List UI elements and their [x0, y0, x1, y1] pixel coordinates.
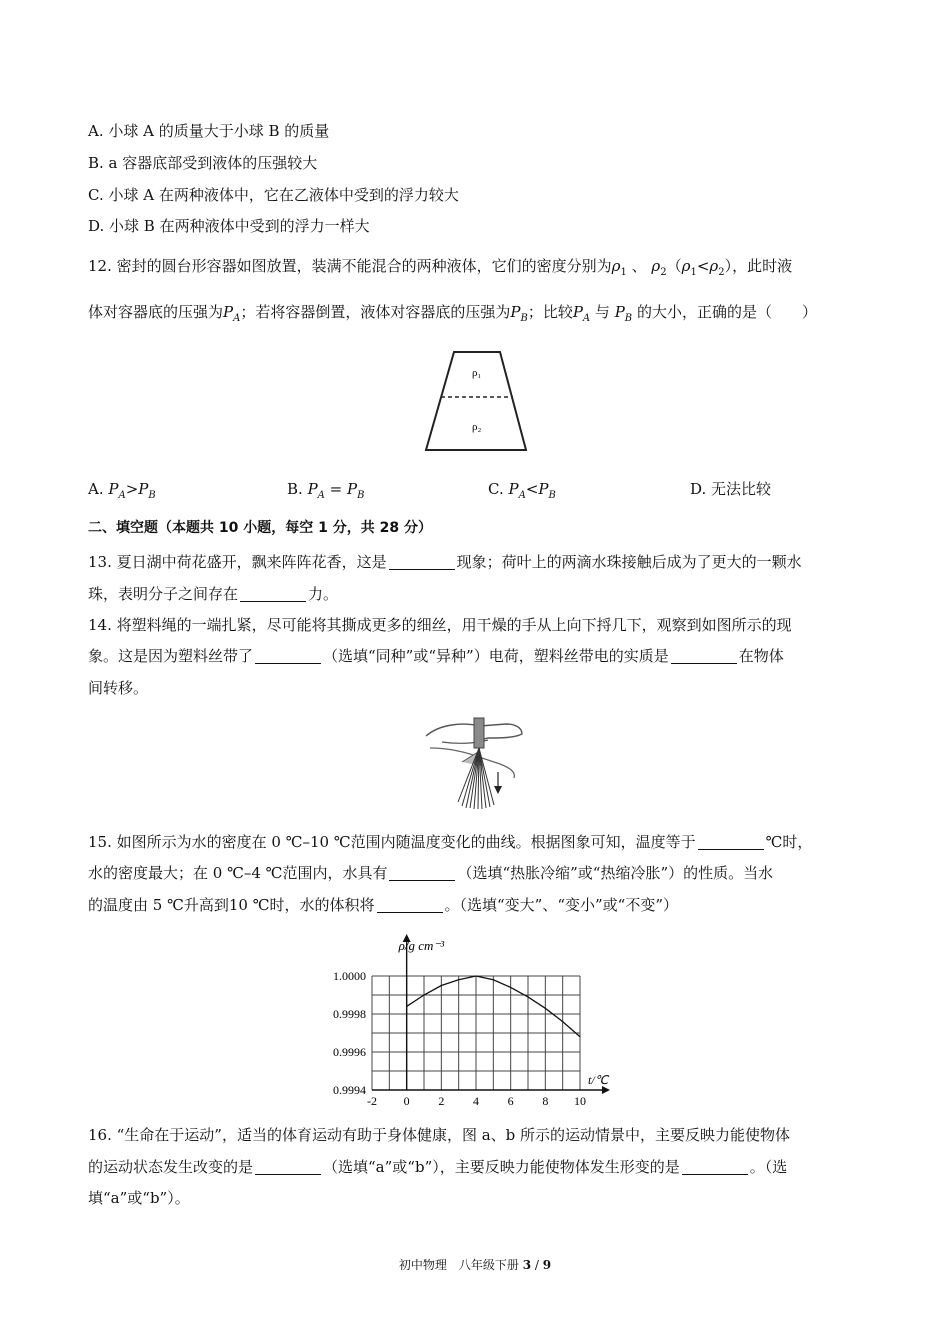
- footer-page-number: 3: [522, 1258, 532, 1272]
- q12-container-figure: [420, 348, 532, 454]
- x-axis-label: t/℃: [588, 1073, 609, 1087]
- rho1-label: ρ₁: [472, 367, 482, 379]
- footer-label: 初中物理 八年级下册: [398, 1258, 519, 1272]
- q14-blank-1[interactable]: [255, 647, 321, 664]
- y-tick-label: 0.9996: [333, 1045, 366, 1059]
- q12-line1: 12. 密封的圆台形容器如图放置，装满不能混合的两种液体，它们的密度分别为$\rho_1$ 、 $\rho_2(\rho_1<\rho_2)$，此时液: [88, 257, 793, 278]
- q16-line3: 填“a”或“b”）。: [88, 1189, 190, 1207]
- water-density-chart: [320, 928, 630, 1108]
- q15-line2: 水的密度最大；在 0 ℃–4 ℃范围内，水具有 （选填“热胀冷缩”或“热缩冷胀”）的性质。当水: [88, 864, 774, 882]
- x-tick-label: 8: [542, 1094, 549, 1108]
- x-tick-label: 0: [403, 1094, 410, 1108]
- rho2-label: ρ₂: [472, 421, 482, 433]
- q13-line2: 珠，表明分子之间存在 力。: [88, 585, 339, 603]
- q15-blank-1[interactable]: [698, 833, 764, 850]
- q13-blank-2[interactable]: [240, 585, 306, 602]
- x-tick-label: 6: [507, 1094, 514, 1108]
- y-axis-label: ρ/g cm⁻³: [398, 938, 445, 953]
- q12-line2: 体对容器底的压强为$P_A$；若将容器倒置，液体对容器底的压强为$P_B$；比较$P_A$ 与 $P_B$ 的大小，正确的是（ ）: [88, 303, 817, 324]
- q11-option-b: B. a 容器底部受到液体的压强较大: [88, 154, 318, 172]
- x-tick-label: 10: [574, 1094, 586, 1108]
- q12-option-a: A. $P_A>P_B$: [88, 480, 156, 501]
- q14-line1: 14. 将塑料绳的一端扎紧，尽可能将其撕成更多的细丝，用干燥的手从上向下捋几下，观察到如图所示的现: [88, 616, 792, 634]
- x-tick-label: 4: [473, 1094, 479, 1108]
- q11-option-a: A. 小球 A 的质量大于小球 B 的质量: [88, 122, 330, 140]
- q14-blank-2[interactable]: [671, 647, 737, 664]
- x-tick-label: 2: [438, 1094, 445, 1108]
- page-footer: 初中物理 八年级下册 3 / 9: [398, 1258, 552, 1272]
- q12-option-c: C. $P_A<P_B$: [488, 480, 556, 501]
- q13-line1: 13. 夏日湖中荷花盛开，飘来阵阵花香，这是 现象；荷叶上的两滴水珠接触后成为了更大的一颗水: [88, 553, 802, 571]
- q16-blank-1[interactable]: [255, 1158, 321, 1175]
- q13-blank-1[interactable]: [389, 553, 455, 570]
- q14-plastic-string-figure: [422, 714, 528, 810]
- q11-option-c: C. 小球 A 在两种液体中，它在乙液体中受到的浮力较大: [88, 186, 459, 204]
- q15-blank-2[interactable]: [389, 864, 455, 881]
- q12-option-d: D. 无法比较: [690, 480, 772, 498]
- q11-option-d: D. 小球 B 在两种液体中受到的浮力一样大: [88, 217, 370, 235]
- q15-line3: 的温度由 5 ℃升高到10 ℃时，水的体积将 。（选填“变大”、“变小”或“不变”）: [88, 896, 679, 914]
- q12-option-b: B. $P_A = P_B$: [287, 480, 365, 501]
- q16-blank-2[interactable]: [682, 1158, 748, 1175]
- y-tick-label: 0.9998: [333, 1007, 366, 1021]
- q16-line2: 的运动状态发生改变的是 （选填“a”或“b”），主要反映力能使物体发生形变的是 。（选: [88, 1158, 788, 1176]
- y-tick-label: 0.9994: [333, 1083, 366, 1097]
- q14-line2: 象。这是因为塑料丝带了 （选填“同种”或“异种”）电荷，塑料丝带电的实质是 在物体: [88, 647, 784, 665]
- q15-line1: 15. 如图所示为水的密度在 0 ℃–10 ℃范围内随温度变化的曲线。根据图象可知，温度等于 ℃时，: [88, 833, 813, 851]
- q15-blank-3[interactable]: [377, 896, 443, 913]
- section-2-title: 二、填空题（本题共 10 小题，每空 1 分，共 28 分）: [88, 520, 432, 536]
- footer-page-total: 9: [542, 1258, 552, 1272]
- q14-line3: 间转移。: [88, 679, 149, 697]
- y-tick-label: 1.0000: [333, 969, 366, 983]
- x-tick-label: -2: [367, 1094, 377, 1108]
- x-axis-arrow: [602, 1086, 610, 1094]
- q16-line1: 16. “生命在于运动”，适当的体育运动有助于身体健康，图 a、b 所示的运动情景中，主要反映力能使物体: [88, 1126, 791, 1144]
